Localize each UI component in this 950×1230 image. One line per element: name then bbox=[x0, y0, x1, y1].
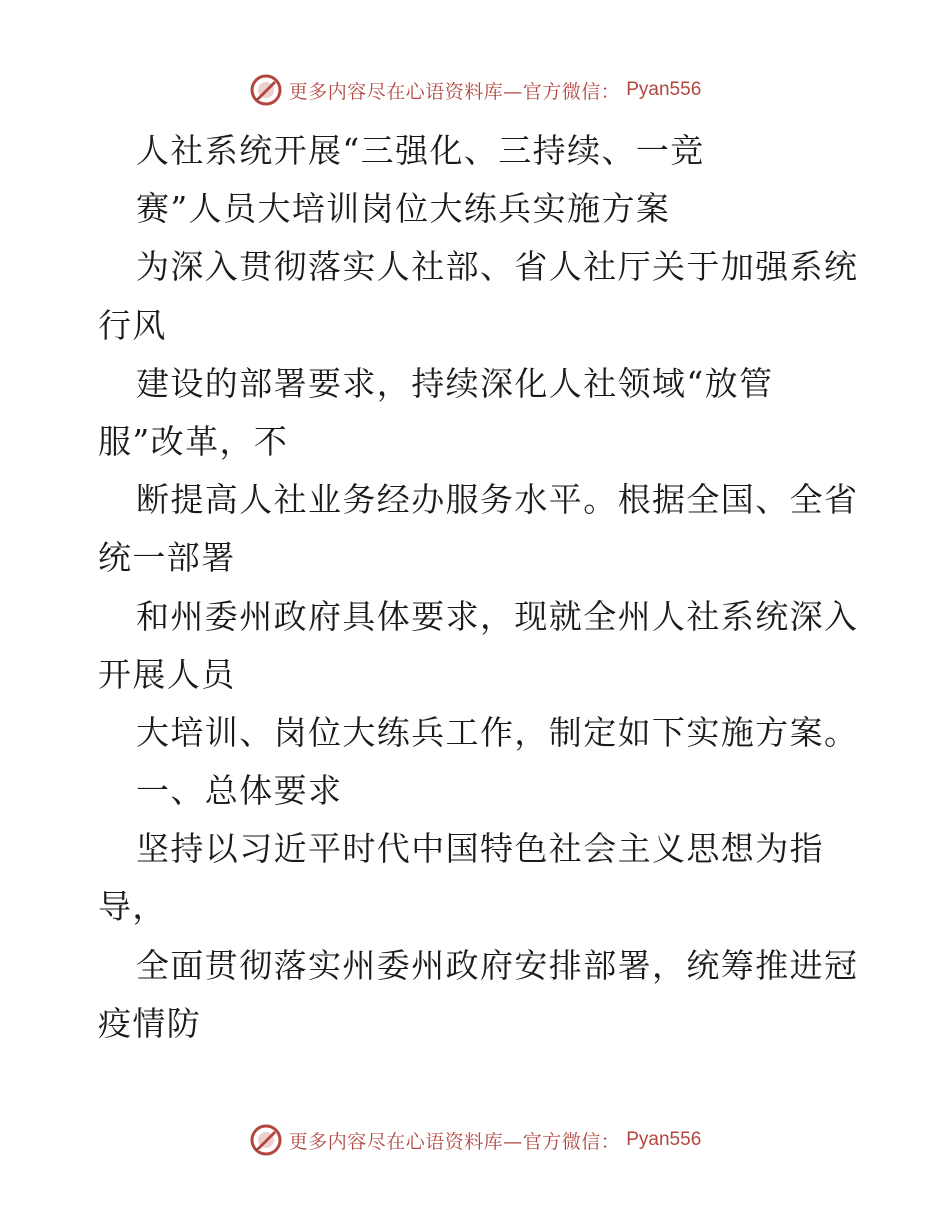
watermark-id: Pyan556 bbox=[626, 79, 702, 100]
text-line: 坚持以习近平时代中国特色社会主义思想为指 bbox=[136, 829, 824, 869]
watermark-text: 更多内容尽在心语资料库—官方微信： bbox=[288, 1130, 621, 1153]
text-line: 行风 bbox=[98, 305, 167, 345]
stamp-logo-icon bbox=[249, 73, 283, 107]
text-line: 统一部署 bbox=[98, 538, 236, 578]
text-line: 为深入贯彻落实人社部、省人社厅关于加强系统 bbox=[136, 247, 859, 287]
text-line: 大培训、岗位大练兵工作，制定如下实施方案。 bbox=[136, 712, 859, 752]
text-line: 全面贯彻落实州委州政府安排部署，统筹推进冠 bbox=[136, 945, 859, 985]
text-line: 和州委州政府具体要求，现就全州人社系统深入 bbox=[136, 596, 859, 636]
document-body bbox=[98, 122, 878, 1053]
text-line: 赛”人员大培训岗位大练兵实施方案 bbox=[136, 189, 671, 229]
watermark-id: Pyan556 bbox=[626, 1129, 702, 1150]
stamp-logo-icon bbox=[249, 1123, 283, 1157]
section-heading: 一、总体要求 bbox=[136, 771, 343, 811]
text-line: 服”改革，不 bbox=[98, 421, 289, 461]
text-line: 建设的部署要求，持续深化人社领域“放管 bbox=[136, 363, 774, 403]
watermark-text: 更多内容尽在心语资料库—官方微信： bbox=[288, 80, 621, 103]
text-line: 导， bbox=[98, 887, 167, 927]
header-watermark bbox=[0, 70, 950, 110]
text-line: 疫情防 bbox=[98, 1003, 202, 1043]
text-line: 人社系统开展“三强化、三持续、一竞 bbox=[136, 131, 705, 170]
footer-watermark bbox=[0, 1120, 950, 1160]
text-line: 断提高人社业务经办服务水平。根据全国、全省 bbox=[136, 480, 859, 520]
text-line: 开展人员 bbox=[98, 654, 236, 694]
